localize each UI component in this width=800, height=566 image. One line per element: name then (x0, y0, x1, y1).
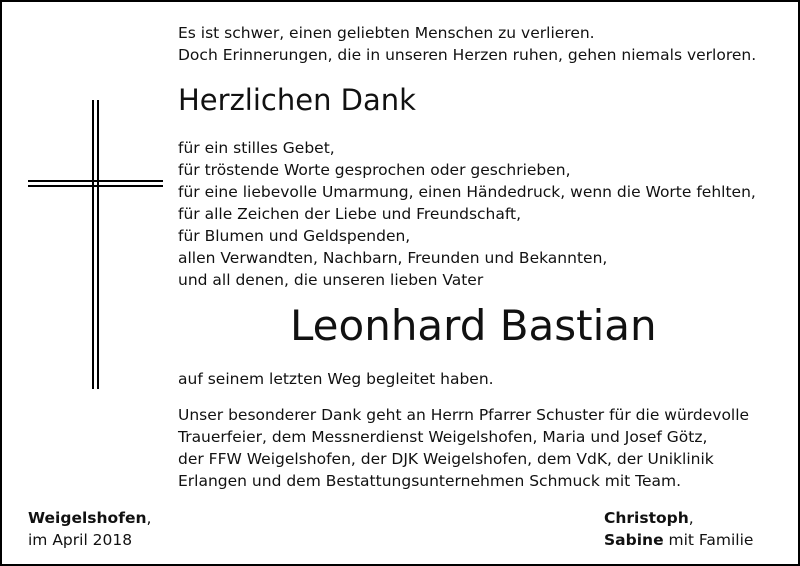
signatory-name: Sabine (604, 531, 664, 549)
place-date (28, 507, 151, 551)
special-thanks-line: Erlangen und dem Bestattungsunternehmen Schmuck mit Team. (178, 472, 682, 490)
deceased-name: Leonhard Bastian (290, 301, 657, 350)
thanks-line: für Blumen und Geldspenden, (178, 227, 411, 245)
cross-icon (2, 2, 182, 402)
town: Weigelshofen (28, 509, 147, 527)
thanks-line: für alle Zeichen der Liebe und Freundschaft, (178, 205, 522, 223)
date: im April 2018 (28, 531, 133, 549)
signatory-line (604, 529, 753, 551)
signatory-line (604, 507, 753, 529)
thanks-list (178, 137, 756, 291)
heading: Herzlichen Dank (178, 83, 416, 117)
signatory-suffix: mit Familie (663, 531, 754, 549)
signatory-name: Christoph (604, 509, 689, 527)
thanks-line: allen Verwandten, Nachbarn, Freunden und Bekannten, (178, 249, 608, 267)
thanks-line: und all denen, die unseren lieben Vater (178, 271, 484, 289)
opening-quote (178, 22, 756, 66)
special-thanks-line: Unser besonderer Dank geht an Herrn Pfarrer Schuster für die würdevolle (178, 406, 750, 424)
special-thanks-line: der FFW Weigelshofen, der DJK Weigelshofen, dem VdK, der Uniklinik (178, 450, 714, 468)
quote-line: Es ist schwer, einen geliebten Menschen zu verlieren. (178, 24, 595, 42)
signatories (604, 507, 753, 551)
town-suffix: , (146, 509, 152, 527)
thanks-line: für tröstende Worte gesprochen oder geschrieben, (178, 161, 571, 179)
thanks-line: für ein stilles Gebet, (178, 139, 335, 157)
special-thanks-line: Trauerfeier, dem Messnerdienst Weigelshofen, Maria und Josef Götz, (178, 428, 708, 446)
signatory-suffix: , (688, 509, 694, 527)
thanks-line: für eine liebevolle Umarmung, einen Händedruck, wenn die Worte fehlten, (178, 183, 756, 201)
special-thanks (178, 404, 749, 492)
town-line (28, 507, 151, 529)
after-name-text: auf seinem letzten Weg begleitet haben. (178, 370, 494, 388)
quote-line: Doch Erinnerungen, die in unseren Herzen ruhen, gehen niemals verloren. (178, 46, 757, 64)
